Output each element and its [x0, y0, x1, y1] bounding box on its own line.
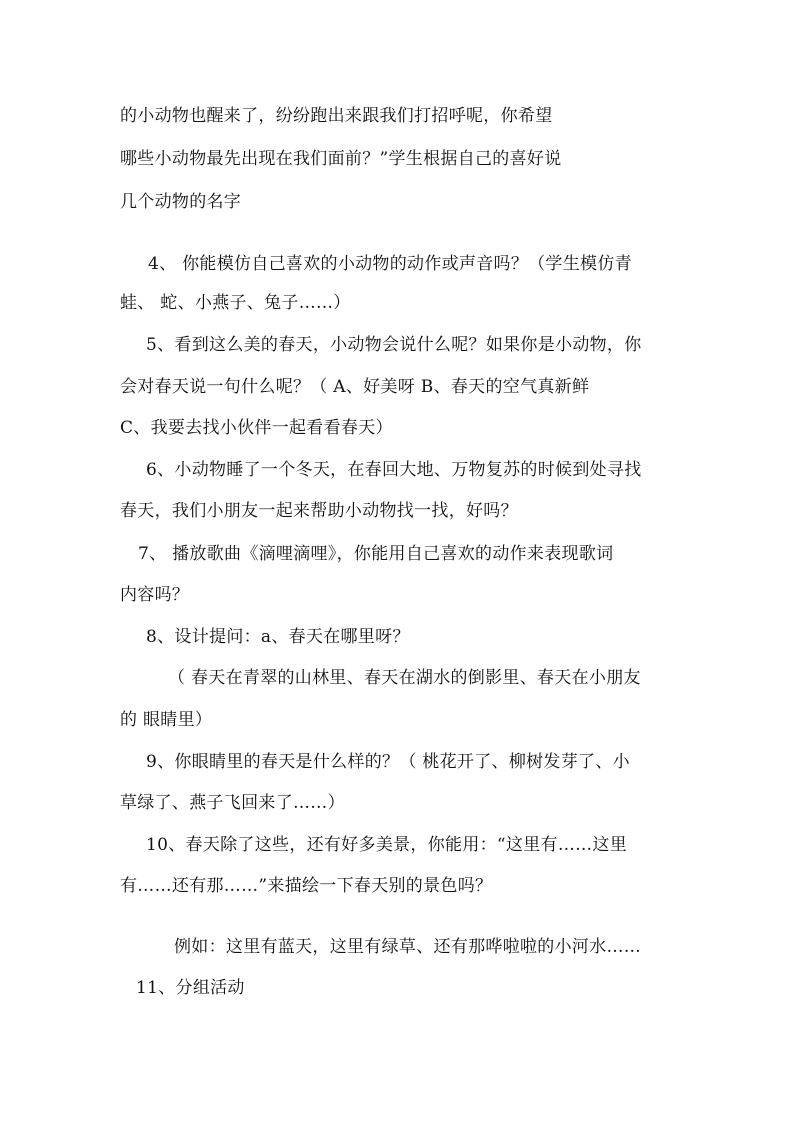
text-line-3: 几个动物的名字 [120, 192, 242, 212]
text-line-6: 5、看到这么美的春天，小动物会说什么呢？如果你是小动物，你 [146, 335, 642, 355]
text-line-2: 哪些小动物最先出现在我们面前？”学生根据自己的喜好说 [120, 149, 562, 169]
text-line-18: 10、春天除了这些，还有好多美景，你能用：“这里有……这里 [146, 835, 628, 855]
text-line-5: 蛙、 蛇、小燕子、兔子……） [120, 293, 351, 313]
text-line-16: 9、你眼睛里的春天是什么样的？（ 桃花开了、柳树发芽了、小 [146, 752, 630, 772]
text-line-11: 7、 播放歌曲《滴哩滴哩》，你能用自己喜欢的动作来表现歌词 [138, 544, 614, 564]
text-line-20: 例如：这里有蓝天，这里有绿草、还有那哗啦啦的小河水…… [174, 937, 642, 957]
text-line-7: 会对春天说一句什么呢？（ A、好美呀 B、春天的空气真新鲜 [120, 377, 590, 397]
text-line-10: 春天，我们小朋友一起来帮助小动物找一找，好吗？ [120, 501, 518, 521]
text-line-14: （ 春天在青翠的山林里、春天在湖水的倒影里、春天在小朋友 [168, 668, 641, 688]
text-line-15: 的 眼睛里） [120, 710, 213, 730]
text-line-12: 内容吗？ [120, 585, 190, 605]
text-line-13: 8、设计提问：a、春天在哪里呀？ [146, 627, 410, 647]
text-line-19: 有……还有那……”来描绘一下春天别的景色吗？ [120, 876, 493, 896]
text-line-17: 草绿了、燕子飞回来了……） [120, 793, 345, 813]
text-line-4: 4、 你能模仿自己喜欢的小动物的动作或声音吗？（学生模仿青 [148, 254, 632, 274]
text-line-8: C、我要去找小伙伴一起看看春天） [120, 418, 393, 438]
text-line-9: 6、小动物睡了一个冬天，在春回大地、万物复苏的时候到处寻找 [146, 460, 642, 480]
text-line-21: 11、分组活动 [136, 978, 245, 998]
text-line-1: 的小动物也醒来了，纷纷跑出来跟我们打招呼呢，你希望 [120, 106, 553, 126]
